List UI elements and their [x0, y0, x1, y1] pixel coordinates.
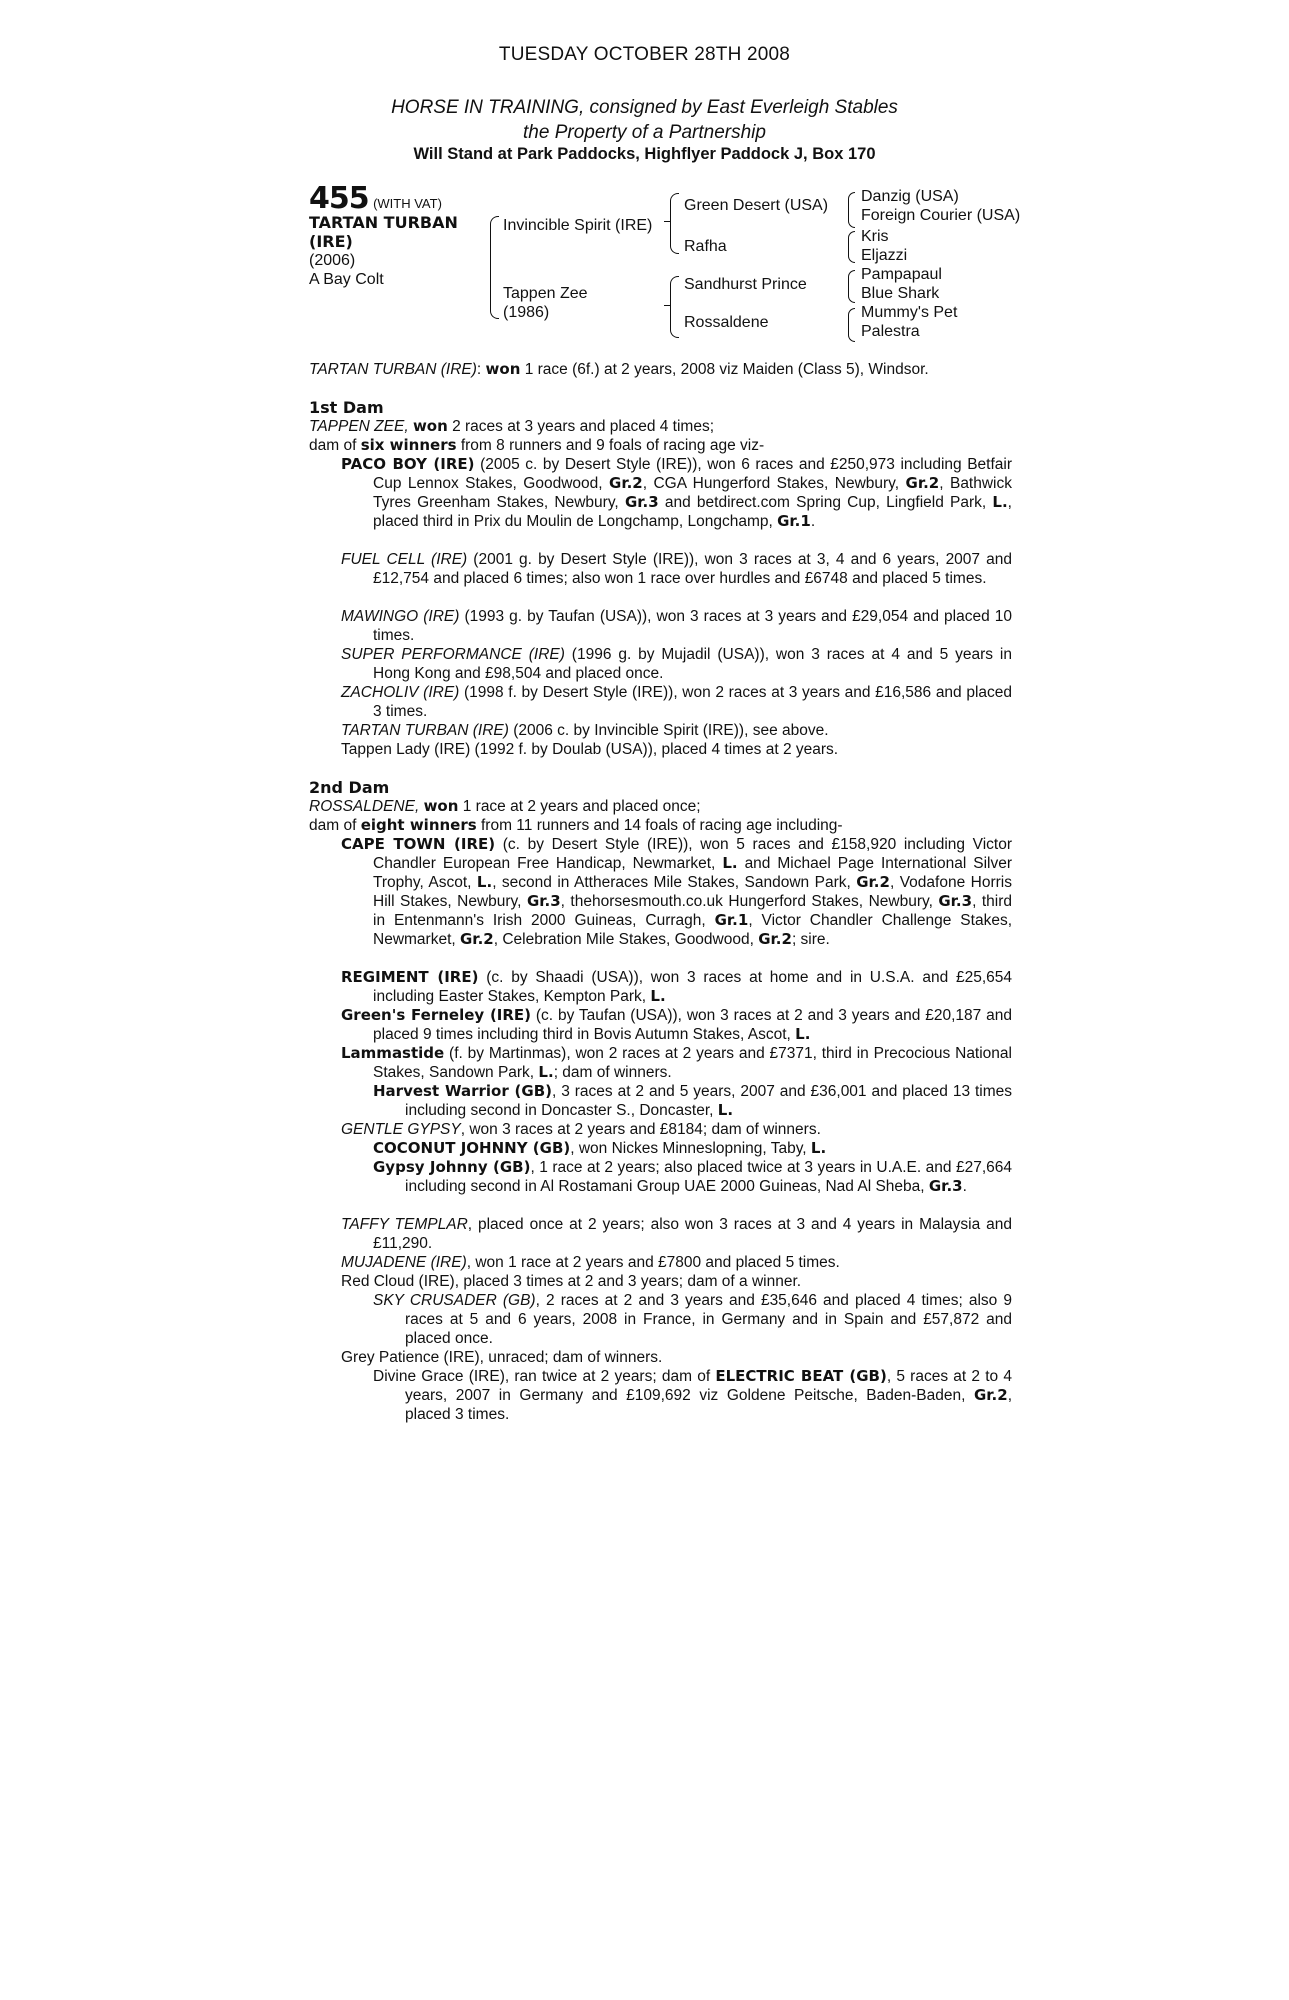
grandsire-brace-1	[848, 192, 855, 228]
brace-point	[664, 305, 670, 306]
sire-dam: Rafha	[684, 238, 727, 255]
first-dam-heading: 1st Dam	[309, 398, 384, 417]
produce-name: MAWINGO (IRE)	[341, 608, 460, 625]
produce-cape-town	[341, 835, 1012, 949]
produce-text: , placed third in Prix du Moulin de Longchamp, Longchamp,	[373, 494, 1012, 530]
dam-dam: Rossaldene	[684, 314, 769, 331]
produce-text: .	[810, 513, 816, 530]
horse-description: A Bay Colt	[309, 271, 384, 288]
produce-fuel-cell	[341, 550, 1012, 588]
second-dam-won: won	[423, 797, 459, 815]
produce-gypsy-johnny	[373, 1158, 1012, 1196]
listed-label: L.	[795, 1025, 811, 1043]
produce-greens-ferneley	[341, 1006, 1012, 1044]
listed-label: L.	[722, 854, 738, 872]
ancestor-7: Mummy's Pet	[861, 304, 958, 321]
produce-text: (c. by Shaadi (USA)), won 3 races at home and in U.S.A. and £25,654 including Easter Stakes, Kempton Park,	[373, 969, 1012, 1005]
summary-text: 1 race (6f.) at 2 years, 2008 viz Maiden (Class 5), Windsor.	[520, 361, 929, 378]
produce-text: and betdirect.com Spring Cup, Lingfield Park,	[658, 494, 993, 511]
produce-name: ZACHOLIV (IRE)	[341, 684, 460, 701]
race-summary: TARTAN TURBAN (IRE): won 1 race (6f.) at 2 years, 2008 viz Maiden (Class 5), Windsor.	[309, 360, 929, 378]
ancestor-6: Blue Shark	[861, 285, 940, 302]
produce-divine-grace	[373, 1367, 1012, 1424]
produce-text: (2006 c. by Invincible Spirit (IRE)), see above.	[508, 722, 829, 739]
produce-taffy-templar	[341, 1215, 1012, 1253]
foaling-year: (2006)	[309, 252, 356, 269]
produce-text: , thehorsesmouth.co.uk Hungerford Stakes, Newbury,	[560, 893, 939, 910]
produce-text: , 2 races at 2 and 3 years and £35,646 and placed 4 times; also 9 races at 5 and 6 years, 2008 in France, in Germany and in Spain and £57,872 and placed once.	[405, 1292, 1012, 1347]
grade-label: Gr.3	[928, 1177, 963, 1195]
ancestor-2: Foreign Courier (USA)	[861, 207, 1021, 224]
produce-name: REGIMENT (IRE)	[341, 968, 479, 986]
grade-label: Gr.3	[938, 892, 973, 910]
produce-paco-boy	[341, 455, 1012, 531]
ancestor-8: Palestra	[861, 323, 920, 340]
first-dam-record-text: 2 races at 3 years and placed 4 times;	[447, 418, 715, 435]
produce-text: (1998 f. by Desert Style (IRE)), won 2 races at 3 years and £16,586 and placed 3 times.	[373, 684, 1013, 720]
grade-label: Gr.2	[973, 1386, 1008, 1404]
produce-name: Green's Ferneley (IRE)	[341, 1006, 532, 1024]
produce-text: , Vodafone Horris Hill Stakes, Newbury,	[373, 874, 1012, 910]
dam-brace	[670, 276, 679, 338]
produce-name: CAPE TOWN (IRE)	[341, 835, 496, 853]
produce-text: dam of	[309, 817, 361, 834]
consignment-line: HORSE IN TRAINING, consigned by East Everleigh Stables	[391, 97, 898, 118]
grade-label: Gr.2	[856, 873, 890, 891]
produce-name: PACO BOY (IRE)	[341, 455, 475, 473]
listed-label: L.	[476, 873, 493, 891]
property-line: the Property of a Partnership	[523, 122, 766, 143]
sire-dam-brace	[490, 216, 499, 319]
produce-name: TAFFY TEMPLAR	[341, 1216, 468, 1233]
produce-grey-patience: Grey Patience (IRE), unraced; dam of winners.	[341, 1349, 663, 1366]
produce-lammastide	[341, 1044, 1012, 1082]
first-dam-name: TAPPEN ZEE,	[309, 418, 409, 435]
produce-text: from 11 runners and 14 foals of racing age including-	[476, 817, 843, 834]
produce-text: (c. by Taufan (USA)), won 3 races at 2 and 3 years and £20,187 and placed 9 times including third in Bovis Autumn Stakes, Ascot,	[373, 1007, 1012, 1043]
produce-text: , won Nickes Minneslopning, Taby,	[570, 1140, 811, 1157]
produce-text: dam of	[309, 437, 361, 454]
produce-coconut-johnny	[373, 1139, 1012, 1158]
produce-name: GENTLE GYPSY	[341, 1121, 461, 1138]
lot-block	[309, 181, 484, 289]
dam-year: (1986)	[503, 304, 550, 321]
produce-regiment	[341, 968, 1012, 1006]
produce-name: COCONUT JOHNNY (GB)	[373, 1139, 571, 1157]
produce-text: ; sire.	[791, 931, 830, 948]
first-dam-won: won	[412, 417, 448, 435]
vat-note: (WITH VAT)	[373, 196, 442, 211]
produce-name: FUEL CELL (IRE)	[341, 551, 468, 568]
second-dam-record	[309, 797, 989, 816]
horse-name: TARTAN TURBAN	[309, 213, 458, 232]
produce-gentle-gypsy	[341, 1120, 1012, 1139]
grandsire-brace-2	[848, 231, 855, 263]
winners-count: eight winners	[360, 816, 477, 834]
stand-location: Will Stand at Park Paddocks, Highflyer Paddock J, Box 170	[413, 145, 876, 163]
produce-name: TARTAN TURBAN (IRE)	[341, 722, 509, 739]
produce-text: (2001 g. by Desert Style (IRE)), won 3 races at 3, 4 and 6 years, 2007 and £12,754 and placed 6 times; also won 1 race over hurdles and £6748 and placed 5 times.	[373, 551, 1013, 587]
grade-label: Gr.2	[758, 930, 792, 948]
sire-sire: Green Desert (USA)	[684, 197, 829, 214]
grade-label: Gr.2	[609, 474, 643, 492]
produce-text: , second in Attheraces Mile Stakes, Sandown Park,	[492, 874, 857, 891]
sire-brace	[670, 193, 679, 254]
produce-text: , 5 races at 2 to 4 years, 2007 in Germany and £109,692 viz Goldene Peitsche, Baden-Baden,	[405, 1368, 1012, 1404]
produce-text: Divine Grace (IRE), ran twice at 2 years; dam of	[373, 1368, 716, 1385]
ancestor-3: Kris	[861, 228, 889, 245]
produce-text: (1996 g. by Mujadil (USA)), won 3 races at 4 and 5 years in Hong Kong and £98,504 and placed once.	[373, 646, 1012, 682]
produce-text: , won 1 race at 2 years and £7800 and placed 5 times.	[466, 1254, 840, 1271]
grade-label: Gr.1	[714, 911, 749, 929]
grade-label: Gr.3	[526, 892, 561, 910]
grade-label: Gr.1	[777, 512, 811, 530]
produce-mawingo	[341, 607, 1012, 645]
sire: Invincible Spirit (IRE)	[503, 217, 653, 234]
listed-label: L.	[992, 493, 1008, 511]
produce-mujadene	[341, 1253, 1012, 1272]
produce-tappen-lady: Tappen Lady (IRE) (1992 f. by Doulab (USA)), placed 4 times at 2 years.	[341, 741, 839, 758]
produce-text: , 1 race at 2 years; also placed twice at 3 years in U.A.E. and £27,664 including second in Al Rostamani Group UAE 2000 Guineas, Nad Al Sheba,	[405, 1159, 1012, 1195]
produce-name: Harvest Warrior (GB)	[373, 1082, 553, 1100]
produce-name: Lammastide	[341, 1044, 445, 1062]
produce-text: (1993 g. by Taufan (USA)), won 3 races at 3 years and £29,054 and placed 10 times.	[373, 608, 1012, 644]
produce-name: MUJADENE (IRE)	[341, 1254, 467, 1271]
grade-label: Gr.2	[905, 474, 940, 492]
produce-text: and Michael Page International Silver Trophy, Ascot,	[373, 855, 1012, 891]
second-dam-produce-summary	[309, 816, 989, 835]
horse-name-suffix: (IRE)	[309, 232, 353, 251]
produce-text: , placed 3 times.	[405, 1387, 1012, 1423]
grade-label: Gr.3	[624, 493, 659, 511]
second-dam-name: ROSSALDENE,	[309, 798, 420, 815]
produce-text: .	[962, 1178, 967, 1195]
produce-text: from 8 runners and 9 foals of racing age viz-	[456, 437, 765, 454]
first-dam-produce-summary	[309, 436, 989, 455]
produce-tartan-turban	[341, 721, 1012, 740]
dam: Tappen Zee	[503, 285, 588, 302]
produce-name: Gypsy Johnny (GB)	[373, 1158, 531, 1176]
grandsire-brace-3	[848, 270, 855, 303]
produce-zacholiv	[341, 683, 1012, 721]
grandsire-brace-4	[848, 308, 855, 342]
produce-text: , third in Entenmann's Irish 2000 Guineas, Curragh,	[373, 893, 1013, 929]
ancestor-5: Pampapaul	[861, 266, 942, 283]
produce-text: (2005 c. by Desert Style (IRE)), won 6 races and £250,973 including Betfair Cup Lennox Stakes, Goodwood,	[373, 456, 1012, 492]
first-dam-record	[309, 417, 989, 436]
produce-super-performance	[341, 645, 1012, 683]
listed-label: L.	[650, 987, 666, 1005]
summary-horse-name: TARTAN TURBAN (IRE)	[309, 361, 477, 378]
sale-date: TUESDAY OCTOBER 28TH 2008	[498, 44, 791, 65]
produce-sky-crusader	[373, 1291, 1012, 1348]
produce-text: , placed once at 2 years; also won 3 races at 3 and 4 years in Malaysia and £11,290.	[373, 1216, 1013, 1252]
produce-name: ELECTRIC BEAT (GB)	[715, 1367, 887, 1385]
produce-text: , Bathwick Tyres Greenham Stakes, Newbury,	[373, 475, 1013, 511]
listed-label: L.	[717, 1101, 734, 1119]
summary-won: won	[485, 360, 521, 378]
produce-text: , Victor Chandler Challenge Stakes, Newmarket,	[373, 912, 1012, 948]
winners-count: six winners	[360, 436, 457, 454]
produce-text: , Celebration Mile Stakes, Goodwood,	[493, 931, 759, 948]
lot-number: 455	[309, 181, 369, 216]
produce-red-cloud: Red Cloud (IRE), placed 3 times at 2 and 3 years; dam of a winner.	[341, 1273, 802, 1290]
produce-text: (c. by Desert Style (IRE)), won 5 races and £158,920 including Victor Chandler European Free Handicap, Newmarket,	[373, 836, 1012, 872]
second-dam-record-text: 1 race at 2 years and placed once;	[458, 798, 701, 815]
second-dam-heading: 2nd Dam	[309, 778, 390, 797]
produce-text: (f. by Martinmas), won 2 races at 2 years and £7371, third in Precocious National Stakes, Sandown Park,	[373, 1045, 1012, 1081]
produce-text: , CGA Hungerford Stakes, Newbury,	[642, 475, 906, 492]
produce-text: , 3 races at 2 and 5 years, 2007 and £36,001 and placed 13 times including second in Doncaster S., Doncaster,	[405, 1083, 1013, 1119]
brace-point	[664, 221, 670, 222]
ancestor-4: Eljazzi	[861, 247, 908, 264]
produce-harvest-warrior	[373, 1082, 1012, 1120]
produce-text: ; dam of winners.	[553, 1064, 672, 1081]
produce-text: , won 3 races at 2 years and £8184; dam of winners.	[460, 1121, 821, 1138]
dam-sire: Sandhurst Prince	[684, 276, 807, 293]
produce-name: SUPER PERFORMANCE (IRE)	[341, 646, 565, 663]
produce-name: SKY CRUSADER (GB)	[373, 1292, 536, 1309]
ancestor-1: Danzig (USA)	[861, 188, 959, 205]
listed-label: L.	[810, 1139, 827, 1157]
grade-label: Gr.2	[460, 930, 494, 948]
listed-label: L.	[538, 1063, 554, 1081]
